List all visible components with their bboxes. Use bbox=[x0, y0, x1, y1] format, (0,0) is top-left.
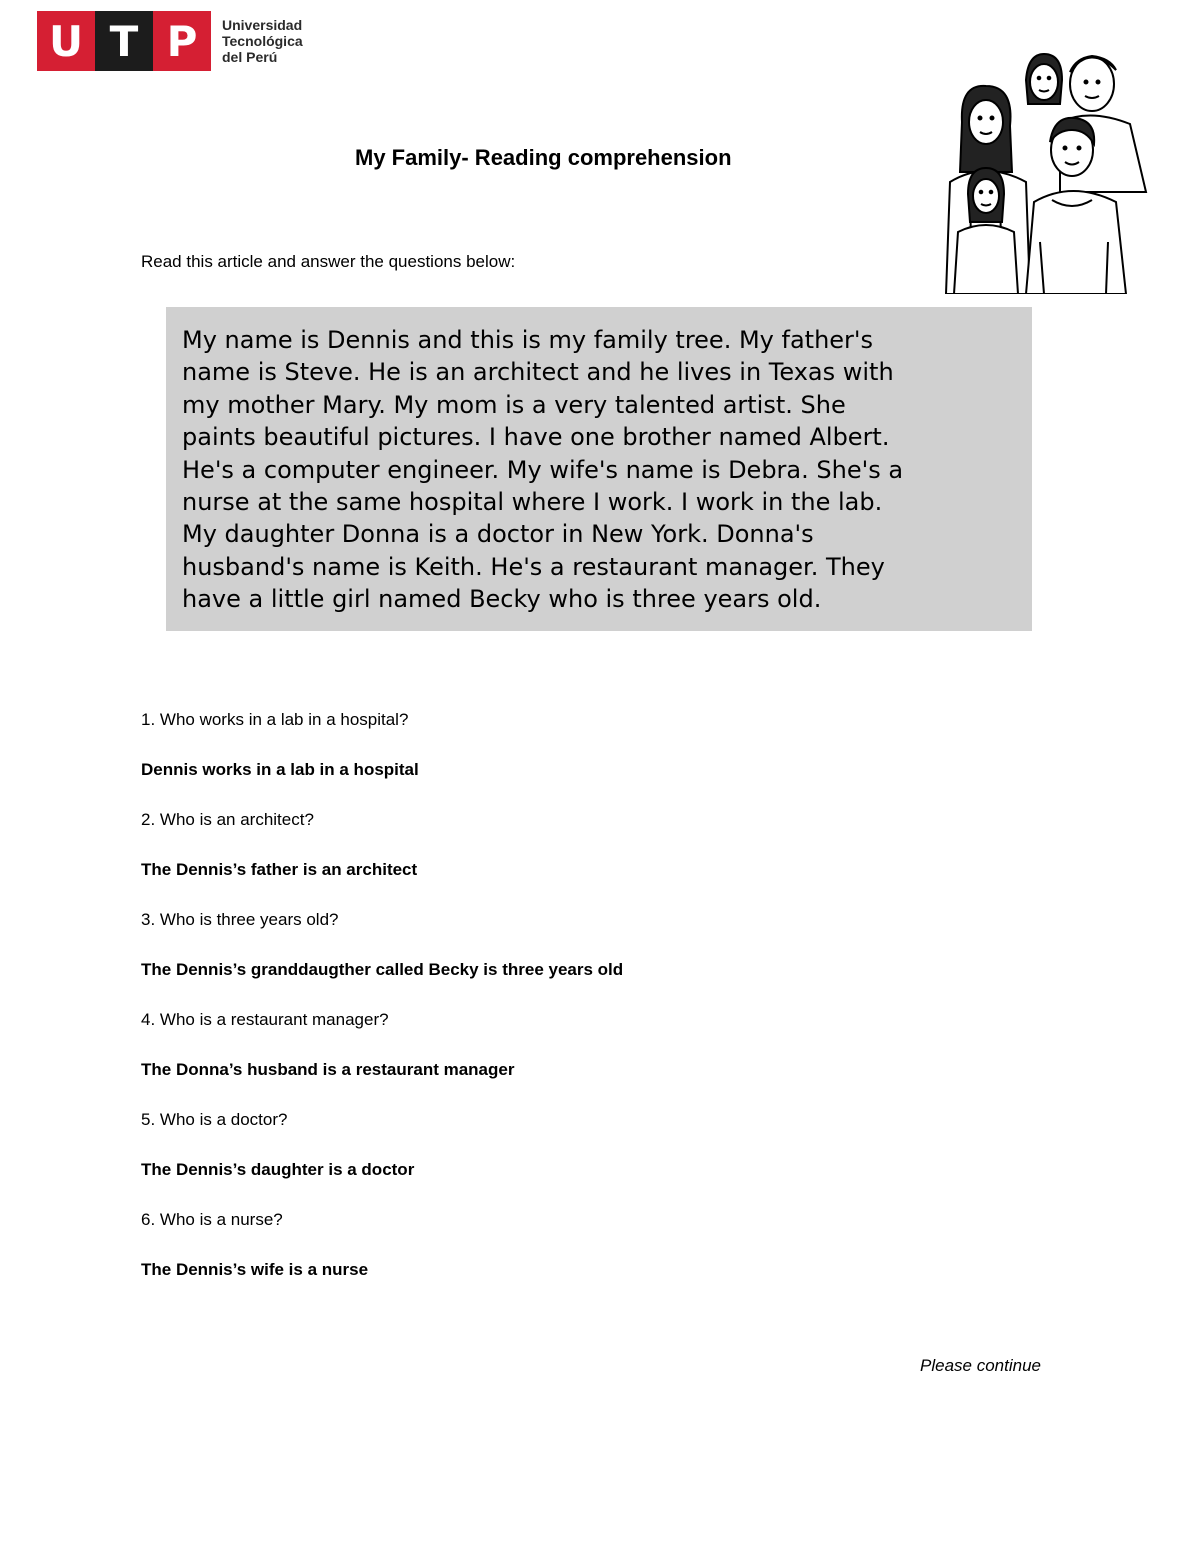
logo-letter-p: P bbox=[153, 11, 211, 71]
article-text: My name is Dennis and this is my family tree. My father's name is Steve. He is an architect and he lives in Texas with my mother Mary. My mom is a very talented artist. She paints beautiful pictures. I have one brother named Albert. He's a computer engineer. My wife's name is Debra. She's a nurse at the same hospital where I work. I work in the lab. My daughter Donna is a doctor in New York. Donna's husband's name is Keith. He's a restaurant manager. They have a little girl named Becky who is three years old. bbox=[182, 326, 904, 614]
instruction-text: Read this article and answer the questions below: bbox=[141, 252, 516, 271]
answer-1: Dennis works in a lab in a hospital bbox=[141, 760, 419, 779]
question-6: 6. Who is a nurse? bbox=[141, 1210, 283, 1229]
article-box bbox=[166, 307, 1032, 631]
question-2: 2. Who is an architect? bbox=[141, 810, 314, 829]
utp-logo bbox=[37, 11, 303, 71]
question-1: 1. Who works in a lab in a hospital? bbox=[141, 710, 409, 729]
qa-list bbox=[141, 707, 1041, 1307]
university-name-line-2: Tecnológica bbox=[222, 33, 303, 49]
university-name bbox=[222, 17, 303, 65]
question-5: 5. Who is a doctor? bbox=[141, 1110, 288, 1129]
university-name-line-1: Universidad bbox=[222, 17, 303, 33]
answer-3: The Dennis’s granddaugther called Becky is three years old bbox=[141, 960, 624, 979]
document-title: My Family- Reading comprehension bbox=[355, 145, 732, 170]
logo-letter-t: T bbox=[95, 11, 153, 71]
answer-2: The Dennis’s father is an architect bbox=[141, 860, 418, 879]
university-name-line-3: del Perú bbox=[222, 49, 278, 65]
question-3: 3. Who is three years old? bbox=[141, 910, 339, 929]
logo-letter-u: U bbox=[37, 11, 95, 71]
answer-6: The Dennis’s wife is a nurse bbox=[141, 1260, 369, 1279]
utp-logo-mark bbox=[37, 11, 211, 71]
continue-note: Please continue bbox=[920, 1356, 1041, 1375]
family-illustration bbox=[940, 42, 1150, 294]
answer-4: The Donna’s husband is a restaurant manager bbox=[141, 1060, 515, 1079]
question-4: 4. Who is a restaurant manager? bbox=[141, 1010, 389, 1029]
answer-5: The Dennis’s daughter is a doctor bbox=[141, 1160, 415, 1179]
